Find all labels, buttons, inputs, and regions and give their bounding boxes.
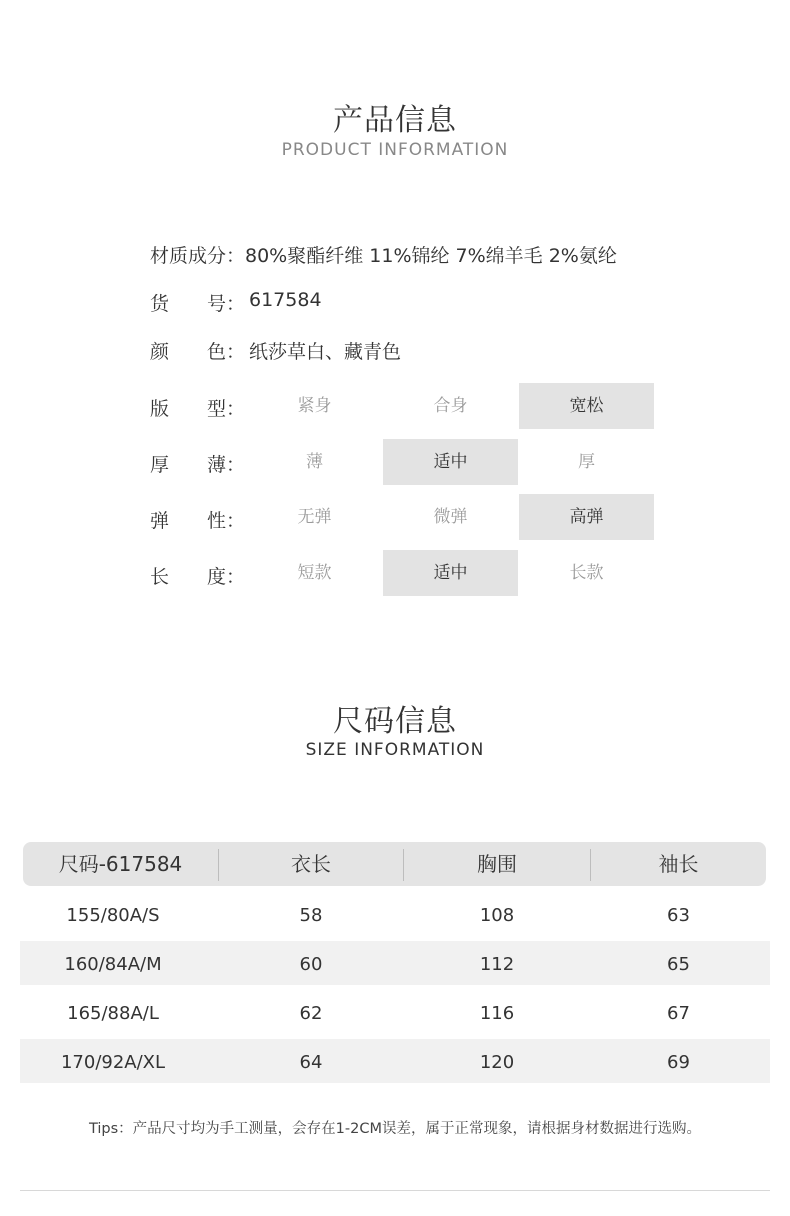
table-cell-chest: 120 [479,1052,515,1073]
table-header-chest: 胸围 [477,852,517,876]
table-cell-size: 160/84A/M [64,954,162,975]
attr-option: 短款 [297,563,332,583]
bottom-divider [20,1190,770,1191]
product-info-title: 产品信息 [333,103,457,138]
attr-option: 宽松 [519,383,654,429]
table-cell-length: 62 [299,1003,323,1024]
color-value: 纸莎草白、藏青色 [249,341,402,363]
attr-option: 无弹 [297,507,332,527]
table-cell-size: 170/92A/XL [60,1052,166,1073]
attr-option: 薄 [306,452,323,472]
table-cell-sleeve: 65 [667,954,690,975]
table-cell-size: 165/88A/L [67,1003,159,1024]
table-cell-sleeve: 69 [667,1052,690,1073]
sku-value: 617584 [249,289,322,311]
table-cell-sleeve: 67 [667,1003,690,1024]
measurement-tips: Tips：产品尺寸均为手工测量，会存在1-2CM误差，属于正常现象，请根据身材数据进行选购。 [88,1121,701,1137]
table-cell-size: 155/80A/S [66,905,160,926]
table-cell-chest: 116 [479,1003,515,1024]
attr-option: 微弹 [433,507,468,527]
attr-option: 厚 [578,452,595,472]
size-info-subtitle: SIZE INFORMATION [305,740,485,760]
table-cell-sleeve: 63 [667,905,690,926]
product-info-subtitle: PRODUCT INFORMATION [281,140,509,160]
attr-option: 紧身 [297,396,332,416]
table-header-size: 尺码-617584 [58,852,183,876]
attr-option: 长款 [569,563,604,583]
attr-option: 高弹 [519,494,654,540]
attr-option: 适中 [383,550,518,596]
table-cell-chest: 108 [479,905,515,926]
table-cell-length: 58 [299,905,323,926]
table-cell-length: 64 [299,1052,323,1073]
table-cell-chest: 112 [479,954,515,975]
size-info-title: 尺码信息 [333,704,457,739]
table-cell-length: 60 [299,954,323,975]
table-header-length: 衣长 [291,852,331,876]
attr-option: 合身 [433,396,468,416]
attr-option: 适中 [383,439,518,485]
material-composition: 材质成分：80%聚酯纤维 11%锦纶 7%绵羊毛 2%氨纶 [150,245,617,267]
table-header-sleeve: 袖长 [658,852,699,876]
